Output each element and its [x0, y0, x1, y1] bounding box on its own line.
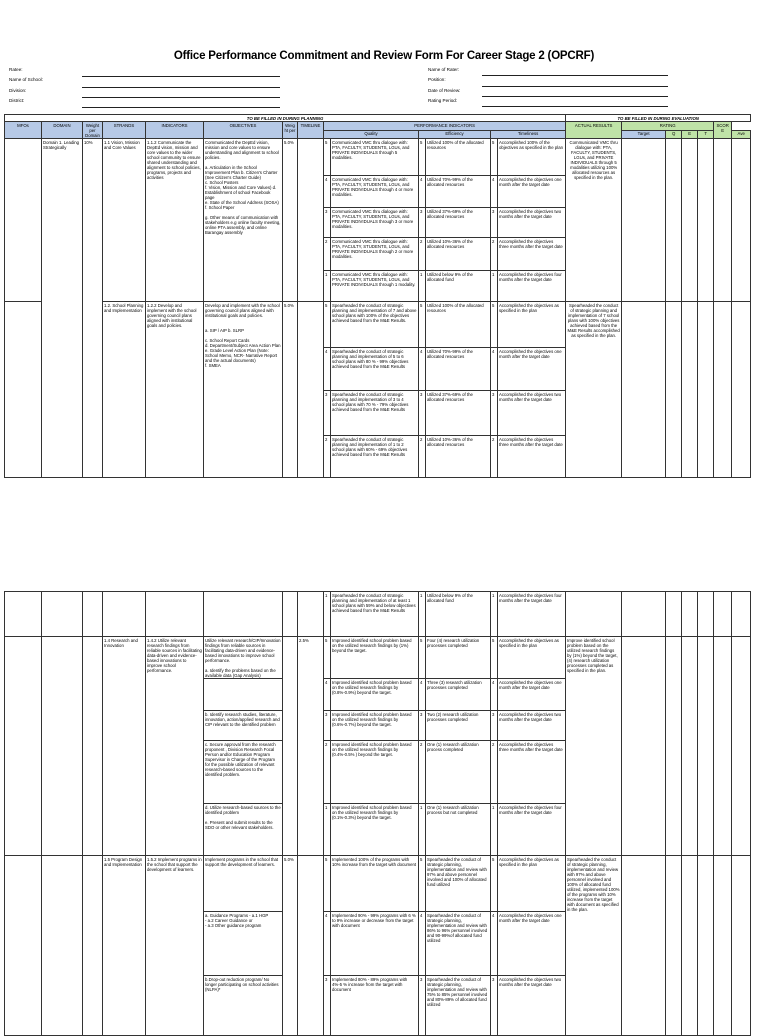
timeliness-text: Accomplished the objectives one month after the target date [498, 912, 566, 976]
efficiency-score: 5 [419, 139, 426, 176]
opcrf-table-page2 [4, 591, 751, 1036]
rating-ave-cell[interactable] [714, 637, 732, 856]
quality-score: 5 [324, 139, 331, 176]
efficiency-text: Utilized 10%-36% of the allocated resources [426, 436, 491, 478]
strand-cell: 1.1 Vision, Mission and Core Values [103, 139, 146, 302]
domain-cell [42, 592, 83, 637]
quality-score: 1 [324, 804, 331, 856]
efficiency-text: Utilized 100% of the allocated resources [426, 139, 491, 176]
efficiency-score: 1 [419, 271, 426, 302]
efficiency-text: Utilized below 9% of the allocated fund [426, 271, 491, 302]
col-performance-indicators: PERFORMANCE INDICATORS [324, 122, 566, 131]
quality-text: Improved identified school problem based on the utilized research findings by (1%) beyond the target. [331, 637, 419, 679]
timeline-cell[interactable]: 2.5% [298, 637, 324, 856]
quality-text: Improved identified school problem based on the utilized research findings by (0.6%-0.7%) beyond the target. [331, 711, 419, 741]
timeliness-text: Accomplished the objectives two months after the target date [498, 391, 566, 436]
indicator-cell [146, 592, 204, 637]
timeliness-text: Accomplished the objectives two months after the target date [498, 976, 566, 1036]
timeliness-score: 1 [491, 804, 498, 856]
date-of-review-field[interactable] [482, 96, 668, 97]
quality-text: Communicated VMC thru dialogue with: PTA, FACULTY, STUDENTS, LGUs, and PRIVATE INDIVIDUALS through 4 or more modalities. [331, 176, 419, 208]
quality-score: 2 [324, 436, 331, 478]
col-timeliness: Timeliness [491, 130, 566, 139]
rating-t-cell[interactable] [698, 856, 714, 1036]
timeline-cell[interactable] [298, 592, 324, 637]
mfo-cell[interactable] [5, 592, 42, 637]
timeliness-text: Accomplished the objectives as specified in the plan [498, 302, 566, 348]
timeliness-text: Accomplished the objectives four months after the target date [498, 592, 566, 637]
timeline-cell[interactable] [298, 856, 324, 1036]
position-field[interactable] [482, 86, 668, 87]
efficiency-text: Utilized 70%-99% of the allocated resources [426, 176, 491, 208]
efficiency-text: Utilized 70%-99% of the allocated resources [426, 348, 491, 391]
objectives-cell: c. Secure approval from the research proponent , Division Research Focal Person and/or Education Program Supervisor in Charge of the Program for the possible utilization of relevant research-based sources to the identified problem. [204, 741, 283, 804]
objectives-cell: Implement programs in the school that support the development of learners. [204, 856, 283, 912]
col-efficiency: Efficiency [419, 130, 491, 139]
indicator-cell: 1.2.2 Develop and implement with the school governing council plans aligned with institutional goals and policies. [146, 302, 204, 478]
objectives-cell: d. Utilize research-based sources to the identified problem e. Present and submit results to the SDO or other relevant stakeholders. [204, 804, 283, 856]
rating-q-cell[interactable] [666, 139, 682, 302]
timeliness-text: Accomplished the objectives one month after the target date [498, 176, 566, 208]
objectives-cell [204, 679, 283, 711]
rater-name-label: Name of Rater: [428, 67, 460, 72]
efficiency-score: 2 [419, 238, 426, 271]
efficiency-text: One (1) research utilization process completed [426, 741, 491, 804]
score-cell[interactable] [732, 592, 751, 637]
rating-t-cell[interactable] [698, 302, 714, 478]
rating-ave-cell[interactable] [714, 139, 732, 302]
quality-text: Spearheaded the conduct of strategic planning and implementation of 7 and above school plans with 100% of the objectives achieved based from the M&E Results. [331, 302, 419, 348]
quality-score: 3 [324, 391, 331, 436]
domain-weight-cell [83, 637, 103, 856]
objectives-cell [204, 592, 283, 637]
quality-score: 2 [324, 238, 331, 271]
efficiency-text: Utilized below 9% of the allocated fund [426, 592, 491, 637]
objectives-cell: Communicated the DepEd vision, mission and core values to ensure understanding and alignment to school policies. a. Articulation in the School Improvement Plan b. Citizen's Charter (See Citizen's Charter Guide) c. School Posters f. Vision, Mission and Core Values) d. Establishment of school Facebook page e. State of the School Address (SOSA) f. School Paper g. Other means of communication with stakeholders e.g online faculty meeting, online PTA assembly, and online Barangay assembly [204, 139, 283, 302]
division-label: Division: [9, 88, 27, 93]
efficiency-text: Four (4) research utilization processes completed [426, 637, 491, 679]
target-cell: Spearheaded the conduct of strategic planning, implementation and review with 97% and above personnel involved and 100% of allocated fund utilized, implemented 100% of the programs with 10% increase from the target with document as specified in the plan. [566, 856, 622, 1036]
quality-text: Implemented 90% - 99% programs with 6 % to 9% increase or decrease from the target with document [331, 912, 419, 976]
rating-e-cell[interactable] [682, 139, 698, 302]
objectives-cell: Develop and implement with the school governing council plans aligned with institutional goals and policies. a. SIP / AIP b. SLRP c. School Report Cards d. Department/Subject Area Action Plan e. Grade Level Action Plan (Note: School Memo, NCR- Narrative Report and the actual documents) f. SMEA [204, 302, 283, 478]
score-cell[interactable] [732, 139, 751, 302]
quality-score: 1 [324, 271, 331, 302]
score-cell[interactable] [732, 856, 751, 1036]
objectives-cell: a. Guidance Programs - a.1 HGP - a.2 Career Guidance or - a.3 Other guidance program [204, 912, 283, 976]
rater-name-field[interactable] [482, 75, 668, 76]
target-cell: Spearheaded the conduct of strategic planning and implementation of 7 school plans with 100% objectives achieved based from the M&E Results accomplished as specified in the plan. [566, 302, 622, 478]
rating-t-cell[interactable] [698, 139, 714, 302]
efficiency-score: 3 [419, 711, 426, 741]
weight-cell: 5.0% [283, 856, 298, 1036]
district-label: District: [9, 98, 25, 103]
quality-text: Communicated VMC thru dialogue with: PTA, FACULTY, STUDENTS, LGUs, and PRIVATE INDIVIDUALS through 2 or more modalities. [331, 238, 419, 271]
rating-e-cell[interactable] [682, 856, 698, 1036]
quality-score: 5 [324, 637, 331, 679]
score-cell[interactable] [732, 302, 751, 478]
efficiency-text: Two (2) research utilization processes completed [426, 711, 491, 741]
efficiency-text: Utilized 37%-69% of the allocated resources [426, 391, 491, 436]
mfo-cell[interactable] [5, 856, 42, 1036]
efficiency-score: 4 [419, 679, 426, 711]
timeliness-score: 5 [491, 637, 498, 679]
timeliness-score: 2 [491, 741, 498, 804]
rating-e-cell[interactable] [682, 592, 698, 637]
table-row [5, 592, 751, 637]
form-title: Office Performance Commitment and Review Form For Career Stage 2 (OPCRF) [173, 50, 595, 62]
timeliness-score: 1 [491, 271, 498, 302]
district-field[interactable] [82, 97, 280, 98]
target-cell: Improve identified school problem based on the utilized research findings by (1%) beyond the target, (4) research utilization processes completed as specified in the plan. [566, 637, 622, 856]
strand-cell: 1.4 Research and Innovation [103, 637, 146, 856]
timeliness-score: 3 [491, 711, 498, 741]
weight-cell [283, 637, 298, 856]
col-rating-e: E [682, 130, 698, 139]
timeliness-text: Accomplished the objectives three months after the target date [498, 741, 566, 804]
efficiency-score: 3 [419, 391, 426, 436]
table-row [5, 302, 751, 348]
timeliness-score: 3 [491, 208, 498, 238]
weight-cell [283, 592, 298, 637]
table-row [5, 856, 751, 912]
weight-cell: 5.0% [283, 139, 298, 302]
col-mfos: MFOs [5, 122, 42, 139]
timeliness-text: Accomplished the objectives three months after the target date [498, 238, 566, 271]
col-domain: DOMAIN [42, 122, 83, 139]
mfo-cell[interactable] [5, 139, 42, 302]
rating-ave-cell[interactable] [714, 592, 732, 637]
target-cell: Communicated VMC thru dialogue with: PTA, FACULTY, STUDENTS, LGUs, and PRIVATE INDIVIDUALS through 5 modalities utilizing 100% allocated resources as specified in the plan. [566, 139, 622, 302]
col-rating: RATING [622, 122, 714, 131]
timeliness-score: 4 [491, 679, 498, 711]
efficiency-score: 4 [419, 176, 426, 208]
efficiency-text: One (1) research utilization process but not completed [426, 804, 491, 856]
domain-weight-cell [83, 592, 103, 637]
weight-cell: 5.0% [283, 302, 298, 478]
quality-score: 1 [324, 592, 331, 637]
efficiency-score: 1 [419, 592, 426, 637]
col-indicators: INDICATORS [146, 122, 204, 139]
col-rating-t: T [698, 130, 714, 139]
timeliness-text: Accomplished the objectives one month after the target date [498, 679, 566, 711]
mfo-cell[interactable] [5, 302, 42, 478]
col-rating-q: Q [666, 130, 682, 139]
strand-cell: 1.5 Program Design and Implementation [103, 856, 146, 1036]
efficiency-text: Spearheaded the conduct of strategic planning, implementation and review with 75% to 85% personnel involved and 80%-89% of allocated fund utilized [426, 976, 491, 1036]
rating-q-cell[interactable] [666, 592, 682, 637]
quality-text: Spearheaded the conduct of strategic planning and implementation of 3 to 4 school plans with 70 % - 79% objectives achieved based from the M&E Results [331, 391, 419, 436]
quality-text: Implemented 100% of the programs with 10% increase from the target with document [331, 856, 419, 912]
col-quality: Quality [324, 130, 419, 139]
quality-text: Communicated VMC thru dialogue with: PTA, FACULTY, STUDENTS, LGUs, and PRIVATE INDIVIDUALS through 5 modalities. [331, 139, 419, 176]
efficiency-text: Utilized 100% of the allocated resources [426, 302, 491, 348]
timeliness-score: 2 [491, 436, 498, 478]
efficiency-score: 5 [419, 856, 426, 912]
planning-section-label: TO BE FILLED IN DURING PLANNING [5, 115, 566, 122]
school-name-field[interactable] [82, 76, 280, 77]
score-cell[interactable] [732, 637, 751, 856]
indicator-cell: 1.5.2 Implement programs in the school that support the development of learners. [146, 856, 204, 1036]
rating-q-cell[interactable] [666, 856, 682, 1036]
actual-results-cell[interactable] [622, 592, 666, 637]
quality-score: 5 [324, 856, 331, 912]
timeliness-text: Accomplished the objectives as specified in the plan [498, 637, 566, 679]
efficiency-score: 4 [419, 912, 426, 976]
quality-score: 3 [324, 208, 331, 238]
col-strands: STRANDS [103, 122, 146, 139]
rating-period-field[interactable] [482, 106, 668, 107]
strand-cell: 1.2. School Planning and Implementation [103, 302, 146, 478]
quality-text: Communicated VMC thru dialogue with: PTA, FACULTY, STUDENTS, LGUs, and PRIVATE INDIVIDUALS through 3 or more modalities. [331, 208, 419, 238]
quality-score: 3 [324, 711, 331, 741]
timeliness-text: Accomplished the objectives four months after the target date [498, 271, 566, 302]
col-weight-per: Weight per [283, 122, 298, 139]
timeline-cell[interactable] [298, 139, 324, 302]
actual-results-cell[interactable] [622, 139, 666, 302]
col-actual-results: ACTUAL RESULTS [566, 122, 622, 139]
domain-cell: Domain 1. Leading Strategically [42, 139, 83, 478]
rating-t-cell[interactable] [698, 592, 714, 637]
quality-text: Spearheaded the conduct of strategic planning and implementation of at least 1 school plans with 59% and below objectives achieved based from the M&E Results [331, 592, 419, 637]
efficiency-score: 1 [419, 804, 426, 856]
timeliness-text: Accomplished the objectives as specified in the plan [498, 856, 566, 912]
date-of-review-label: Date of Review: [428, 88, 461, 93]
rating-e-cell[interactable] [682, 302, 698, 478]
timeliness-text: Accomplished the objectives one month after the target date [498, 348, 566, 391]
timeliness-score: 5 [491, 856, 498, 912]
timeliness-text: Accomplished 100% of the objectives as specified in the plan [498, 139, 566, 176]
efficiency-text: Spearheaded the conduct of strategic planning, implementation and review with 97% and above personnel involved and 100% of allocated fund utilized [426, 856, 491, 912]
objectives-cell: b.Drop-out reduction program/ No longer participating on school activities (NLPA)* [204, 976, 283, 1036]
efficiency-score: 2 [419, 741, 426, 804]
efficiency-text: Utilized 10%-36% of the allocated resources [426, 238, 491, 271]
mfo-cell[interactable] [5, 637, 42, 856]
target-cell [566, 592, 622, 637]
efficiency-score: 4 [419, 348, 426, 391]
quality-text: Implemented 80% - 89% programs with 4%-5 % increase from the target with document [331, 976, 419, 1036]
rating-t-cell[interactable] [698, 637, 714, 856]
domain-cell [42, 637, 83, 856]
school-name-label: Name of School: [9, 77, 43, 82]
quality-score: 4 [324, 348, 331, 391]
efficiency-text: Utilized 37%-69% of the allocated resources [426, 208, 491, 238]
col-weight-per-domain: Weight per Domain [83, 122, 103, 139]
evaluation-section-label: TO BE FILLED IN DURING EVALUATION [566, 115, 751, 122]
quality-score: 5 [324, 302, 331, 348]
quality-score: 4 [324, 679, 331, 711]
rating-e-cell[interactable] [682, 637, 698, 856]
rating-period-label: Rating Period: [428, 98, 458, 103]
actual-results-cell[interactable] [622, 637, 666, 856]
actual-results-cell[interactable] [622, 302, 666, 478]
efficiency-text: Spearheaded the conduct of strategic planning, implementation and review with 86% to 96% personnel involved and 90-99%of allocated fund utilized [426, 912, 491, 976]
table-row [5, 637, 751, 679]
opcrf-table-page1 [4, 114, 751, 478]
rating-q-cell[interactable] [666, 637, 682, 856]
ratee-label: Ratee: [9, 67, 23, 72]
col-objectives: OBJECTIVES [204, 122, 283, 139]
quality-text: Improved identified school problem based on the utilized research findings by (0.1%-0.3%) beyond the target. [331, 804, 419, 856]
district-field-line[interactable] [82, 107, 280, 108]
quality-score: 4 [324, 176, 331, 208]
timeliness-text: Accomplished the objectives four months after the target date [498, 804, 566, 856]
quality-text: Communicated VMC thru dialogue with: PTA, FACULTY, STUDENTS, LGUs, and PRIVATE INDIVIDUALS through 1 modality. [331, 271, 419, 302]
domain-weight-cell [83, 856, 103, 1036]
actual-results-cell[interactable] [622, 856, 666, 1036]
efficiency-score: 5 [419, 637, 426, 679]
col-score: SCORE [714, 122, 732, 139]
efficiency-text: Three (3) research utilization processes completed [426, 679, 491, 711]
efficiency-score: 5 [419, 302, 426, 348]
domain-weight-cell: 10% [83, 139, 103, 478]
rating-ave-cell[interactable] [714, 302, 732, 478]
division-field[interactable] [82, 87, 280, 88]
indicator-cell: 1.1.2 Communicate the DepEd vision, mission and core values to the wider school community to ensure shared understanding and alignment to school policies, programs, projects and activities [146, 139, 204, 302]
quality-score: 3 [324, 976, 331, 1036]
timeliness-score: 5 [491, 139, 498, 176]
timeliness-score: 4 [491, 348, 498, 391]
timeliness-score: 2 [491, 238, 498, 271]
col-target: Target [622, 130, 666, 139]
quality-text: Spearheaded the conduct of strategic planning and implementation of 1 to 2 school plans with 60% - 69% objectives achieved based from the M&E Results [331, 436, 419, 478]
efficiency-score: 3 [419, 976, 426, 1036]
rating-q-cell[interactable] [666, 302, 682, 478]
quality-score: 4 [324, 912, 331, 976]
quality-text: Improved identified school problem based on the utilized research findings by (0.8%-0.9%) beyond the target. [331, 679, 419, 711]
timeliness-score: 3 [491, 391, 498, 436]
col-rating-ave: Ave [732, 130, 751, 139]
timeliness-text: Accomplished the objectives three months after the target date [498, 436, 566, 478]
timeliness-score: 1 [491, 592, 498, 637]
quality-score: 2 [324, 741, 331, 804]
rating-ave-cell[interactable] [714, 856, 732, 1036]
objectives-cell: b. Identify research studies, literature, innovation, action/applied research and CIP relevant to the identified problem [204, 711, 283, 741]
efficiency-score: 3 [419, 208, 426, 238]
timeliness-score: 5 [491, 302, 498, 348]
col-timeline: TIMELINE [298, 122, 324, 139]
timeline-cell[interactable] [298, 302, 324, 478]
position-label: Position: [428, 77, 446, 82]
indicator-cell: 1.4.2 Utilize relevant research findings from reliable sources in facilitating data-driven and evidence-based innovations to improve school performance. [146, 637, 204, 856]
timeliness-score: 4 [491, 176, 498, 208]
domain-cell [42, 856, 83, 1036]
quality-text: Improved identified school problem based on the utilized research findings by (0.4%-0.5% ) beyond the target. [331, 741, 419, 804]
timeliness-score: 3 [491, 976, 498, 1036]
quality-text: Spearheaded the conduct of strategic planning and implementation of 5 to 6 school plans with 80 % - 99% objectives achieved based from the M&E Results [331, 348, 419, 391]
timeliness-score: 4 [491, 912, 498, 976]
table-row [5, 139, 751, 176]
strand-cell [103, 592, 146, 637]
timeliness-text: Accomplished the objectives two months after the target date [498, 208, 566, 238]
objectives-cell: Utilize relevant research/CIP/Innovation findings from reliable sources in facilitating data-driven and evidence-based innovations to improve school performance. a. Identify the problems based on the available data (Gap Analysis) [204, 637, 283, 679]
efficiency-score: 2 [419, 436, 426, 478]
timeliness-text: Accomplished the objectives two months after the target date [498, 711, 566, 741]
